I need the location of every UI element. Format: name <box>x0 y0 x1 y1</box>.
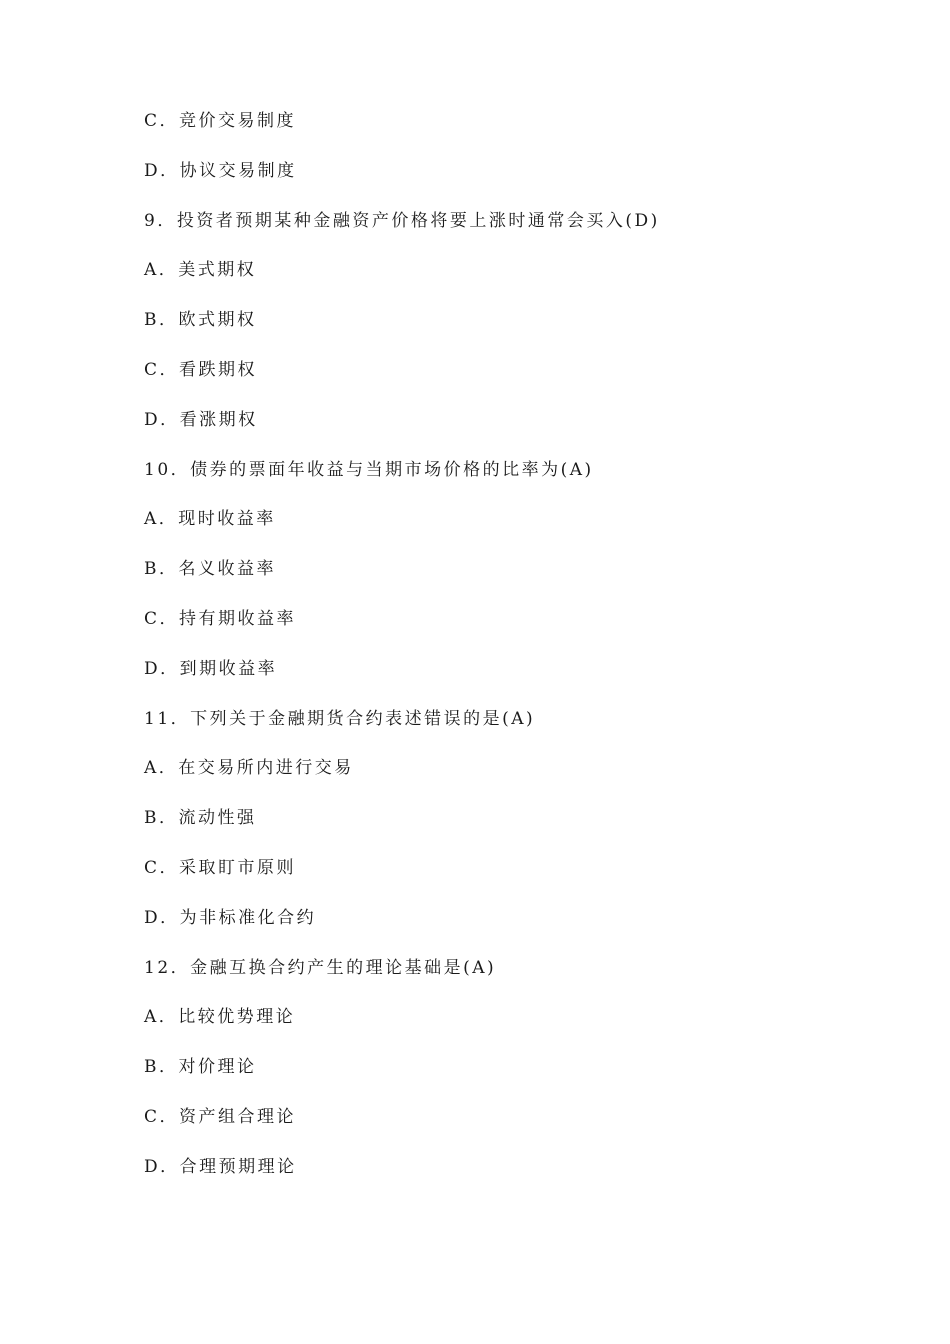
question-9: 9．投资者预期某种金融资产价格将要上涨时通常会买入(D) <box>144 210 660 231</box>
option-a-q10: A．现时收益率 <box>144 509 276 530</box>
option-d-q11: D．为非标准化合约 <box>144 907 317 928</box>
option-b-q10: B．名义收益率 <box>144 559 276 580</box>
option-b-q9: B．欧式期权 <box>144 310 257 331</box>
question-12: 12．金融互换合约产生的理论基础是(A) <box>144 957 497 978</box>
option-d-q9: D．看涨期权 <box>144 409 258 430</box>
question-list <box>144 106 904 1202</box>
option-a-q9: A．美式期权 <box>144 260 257 281</box>
option-c-q11: C．采取盯市原则 <box>144 857 297 878</box>
option-c-q8: C．竞价交易制度 <box>144 111 297 131</box>
option-c-q12: C．资产组合理论 <box>144 1106 297 1127</box>
option-a-q11: A．在交易所内进行交易 <box>144 758 354 779</box>
question-11: 11．下列关于金融期货合约表述错误的是(A) <box>144 708 536 729</box>
question-10: 10．债券的票面年收益与当期市场价格的比率为(A) <box>144 459 594 480</box>
option-c-q10: C．持有期收益率 <box>144 608 297 629</box>
option-c-q9: C．看跌期权 <box>144 359 258 380</box>
option-a-q12: A．比较优势理论 <box>144 1007 296 1028</box>
option-b-q11: B．流动性强 <box>144 808 257 829</box>
option-d-q12: D．合理预期理论 <box>144 1156 297 1177</box>
option-d-q10: D．到期收益率 <box>144 658 278 679</box>
option-b-q12: B．对价理论 <box>144 1057 257 1078</box>
option-d-q8: D．协议交易制度 <box>144 160 297 181</box>
